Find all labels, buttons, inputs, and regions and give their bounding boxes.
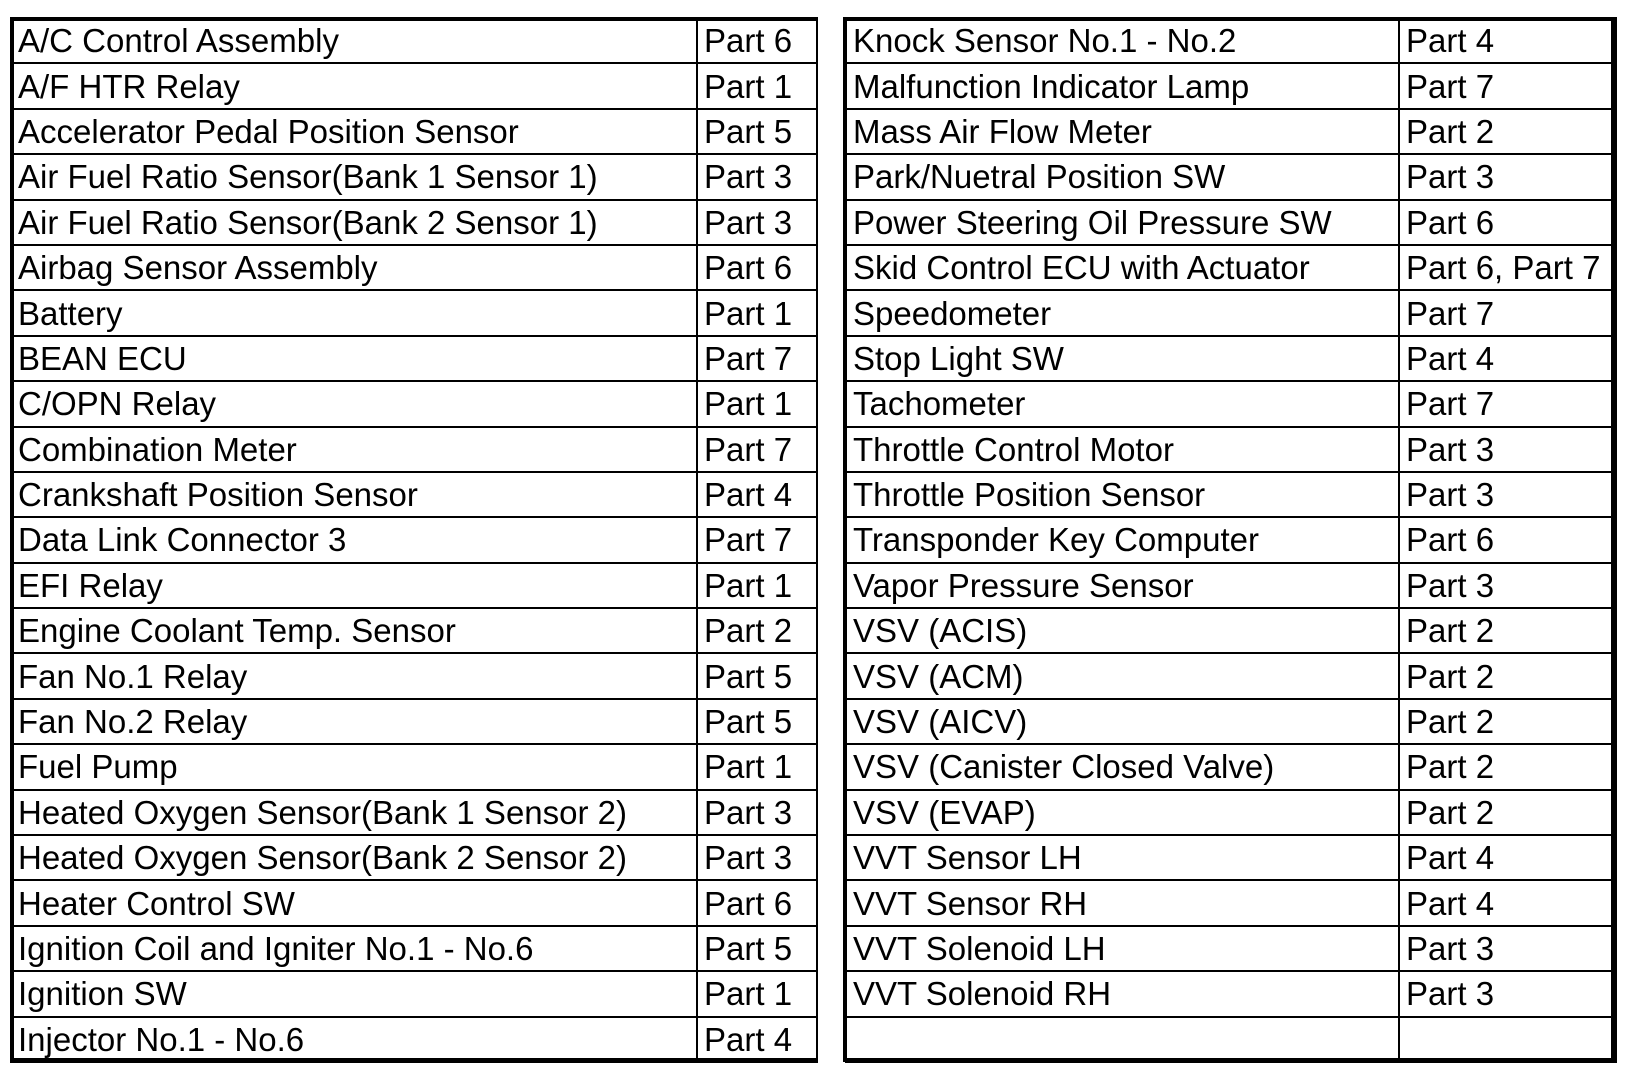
part-reference-cell: Part 4 [1399,336,1616,381]
part-reference-cell: Part 4 [1399,18,1616,63]
table-row [11,790,817,835]
table-row [846,880,1616,925]
right-index-body [846,18,1616,1062]
part-reference-cell: Part 1 [697,563,817,608]
part-reference-cell: Part 5 [697,699,817,744]
component-name-cell: Transponder Key Computer [846,517,1399,562]
part-reference-cell: Part 3 [1399,427,1616,472]
part-reference-cell: Part 3 [697,835,817,880]
part-reference-cell: Part 5 [697,109,817,154]
part-reference-cell: Part 1 [697,381,817,426]
part-reference-cell: Part 3 [1399,472,1616,517]
component-name-cell: Accelerator Pedal Position Sensor [11,109,697,154]
component-name-cell: Data Link Connector 3 [11,517,697,562]
table-row [11,381,817,426]
part-reference-cell: Part 7 [1399,63,1616,108]
table-row [11,926,817,971]
component-name-cell: A/F HTR Relay [11,63,697,108]
part-reference-cell: Part 3 [697,200,817,245]
component-name-cell: Skid Control ECU with Actuator [846,245,1399,290]
table-row [11,653,817,698]
component-name-cell: VSV (Canister Closed Valve) [846,744,1399,789]
part-reference-cell: Part 4 [1399,835,1616,880]
part-reference-cell: Part 6 [1399,517,1616,562]
table-row [846,517,1616,562]
column-gutter [816,17,845,1062]
component-name-cell: Battery [11,290,697,335]
part-reference-cell: Part 3 [1399,926,1616,971]
table-row [11,1017,817,1062]
component-name-cell: Airbag Sensor Assembly [11,245,697,290]
table-row [11,200,817,245]
component-name-cell: Vapor Pressure Sensor [846,563,1399,608]
part-reference-cell: Part 2 [1399,699,1616,744]
table-row [846,971,1616,1016]
component-name-cell: VVT Solenoid LH [846,926,1399,971]
table-row [11,472,817,517]
part-reference-cell: Part 6 [697,880,817,925]
part-reference-cell: Part 7 [697,517,817,562]
part-reference-cell: Part 3 [697,154,817,199]
table-row [846,699,1616,744]
table-row [846,290,1616,335]
component-name-cell: A/C Control Assembly [11,18,697,63]
part-reference-cell: Part 2 [1399,109,1616,154]
part-reference-cell: Part 3 [1399,563,1616,608]
component-name-cell: Tachometer [846,381,1399,426]
table-row [11,880,817,925]
component-name-cell: Injector No.1 - No.6 [11,1017,697,1062]
table-row [11,608,817,653]
right-index-table [845,17,1617,1063]
part-reference-cell: Part 2 [1399,790,1616,835]
part-reference-cell: Part 4 [1399,880,1616,925]
component-name-cell: Speedometer [846,290,1399,335]
part-reference-cell: Part 5 [697,926,817,971]
component-name-cell: Heated Oxygen Sensor(Bank 2 Sensor 2) [11,835,697,880]
component-name-cell: Malfunction Indicator Lamp [846,63,1399,108]
table-row [11,336,817,381]
component-name-cell: Throttle Control Motor [846,427,1399,472]
table-row [11,290,817,335]
table-row [846,154,1616,199]
component-name-cell: Crankshaft Position Sensor [11,472,697,517]
component-name-cell: VSV (ACM) [846,653,1399,698]
table-row [11,699,817,744]
part-reference-cell: Part 3 [1399,154,1616,199]
component-name-cell: VSV (AICV) [846,699,1399,744]
part-reference-cell: Part 3 [697,790,817,835]
table-row [846,63,1616,108]
table-row [11,18,817,63]
table-row [11,517,817,562]
part-reference-cell: Part 2 [1399,653,1616,698]
table-row [846,926,1616,971]
part-reference-cell: Part 3 [1399,971,1616,1016]
table-row [846,245,1616,290]
component-name-cell: Ignition SW [11,971,697,1016]
component-name-cell: Ignition Coil and Igniter No.1 - No.6 [11,926,697,971]
component-name-cell: Air Fuel Ratio Sensor(Bank 1 Sensor 1) [11,154,697,199]
part-reference-cell: Part 6 [1399,200,1616,245]
part-reference-cell: Part 7 [1399,290,1616,335]
part-reference-cell: Part 1 [697,63,817,108]
component-name-cell: Combination Meter [11,427,697,472]
part-reference-cell: Part 2 [1399,608,1616,653]
table-row [846,18,1616,63]
table-row [846,653,1616,698]
component-name-cell: VVT Solenoid RH [846,971,1399,1016]
component-name-cell: VVT Sensor RH [846,880,1399,925]
table-row [11,154,817,199]
table-row [846,472,1616,517]
component-name-cell: Heated Oxygen Sensor(Bank 1 Sensor 2) [11,790,697,835]
part-reference-cell: Part 2 [1399,744,1616,789]
table-row [846,427,1616,472]
part-reference-cell: Part 1 [697,290,817,335]
table-row [846,109,1616,154]
component-name-cell: Fan No.2 Relay [11,699,697,744]
left-index-body [11,18,817,1062]
component-name-cell: Mass Air Flow Meter [846,109,1399,154]
part-reference-cell: Part 6, Part 7 [1399,245,1616,290]
table-row [846,336,1616,381]
table-row [11,744,817,789]
component-name-cell: Engine Coolant Temp. Sensor [11,608,697,653]
part-reference-cell: Part 7 [697,427,817,472]
component-name-cell: Throttle Position Sensor [846,472,1399,517]
part-reference-cell: Part 2 [697,608,817,653]
component-name-cell: Air Fuel Ratio Sensor(Bank 2 Sensor 1) [11,200,697,245]
left-index-table [10,17,818,1063]
table-row [846,835,1616,880]
table-row [11,563,817,608]
component-name-cell: Heater Control SW [11,880,697,925]
part-reference-cell: Part 4 [697,472,817,517]
table-row [11,971,817,1016]
component-name-cell: Fuel Pump [11,744,697,789]
component-name-cell: VSV (ACIS) [846,608,1399,653]
component-name-cell: C/OPN Relay [11,381,697,426]
part-reference-cell: Part 6 [697,245,817,290]
table-row [846,563,1616,608]
component-name-cell [846,1017,1399,1062]
table-row [846,744,1616,789]
component-name-cell: Power Steering Oil Pressure SW [846,200,1399,245]
component-name-cell: Stop Light SW [846,336,1399,381]
part-reference-cell: Part 1 [697,971,817,1016]
part-reference-cell: Part 7 [1399,381,1616,426]
table-row [846,381,1616,426]
table-row [11,427,817,472]
part-reference-cell: Part 4 [697,1017,817,1062]
component-name-cell: EFI Relay [11,563,697,608]
part-reference-cell: Part 5 [697,653,817,698]
table-row [846,790,1616,835]
table-row [846,608,1616,653]
part-reference-cell: Part 1 [697,744,817,789]
component-name-cell: Knock Sensor No.1 - No.2 [846,18,1399,63]
table-row [846,200,1616,245]
part-reference-cell: Part 6 [697,18,817,63]
table-row [846,1017,1616,1062]
table-row [11,835,817,880]
table-row [11,245,817,290]
component-name-cell: VVT Sensor LH [846,835,1399,880]
part-reference-cell [1399,1017,1616,1062]
component-name-cell: Fan No.1 Relay [11,653,697,698]
table-row [11,63,817,108]
part-reference-cell: Part 7 [697,336,817,381]
component-name-cell: BEAN ECU [11,336,697,381]
component-name-cell: VSV (EVAP) [846,790,1399,835]
component-name-cell: Park/Nuetral Position SW [846,154,1399,199]
table-row [11,109,817,154]
